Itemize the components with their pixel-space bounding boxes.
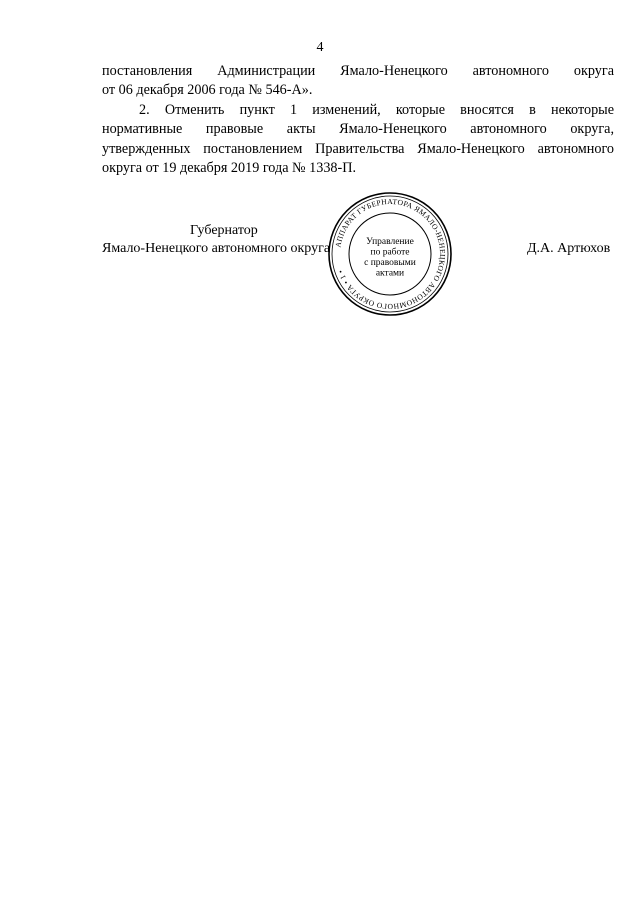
signatory-name: Д.А. Артюхов [527,241,611,256]
text-line: нормативные правовые акты Ямало-Ненецкого автономного округа, [102,121,614,138]
stamp-center-line: с правовыми [364,258,416,268]
text-line: утвержденных постановлением Правительства Ямало-Ненецкого автономного [102,140,614,157]
page-number: 4 [316,40,324,55]
paragraph-item-2 [102,101,614,179]
stamp-center-line: по работе [370,247,410,258]
stamp-seal-graphic [326,190,454,318]
stamp-ring-text: АППАРАТ ГУБЕРНАТОРА ЯМАЛО-НЕНЕЦКОГО АВТОНОМНОГО ОКРУГА • 1 • [333,196,448,312]
stamp-center-line: актами [375,268,405,279]
text-line: округа от 19 декабря 2019 года № 1338-П. [102,160,357,177]
signatory-title: Губернатор [190,223,258,238]
text-line: от 06 декабря 2006 года № 546-А». [102,82,313,99]
text-line: постановления Администрации Ямало-Ненецкого автономного округа [102,63,614,79]
paragraph-continuation [102,62,614,101]
signatory-organization: Ямало-Ненецкого автономного округа [102,241,331,256]
official-stamp [326,190,454,318]
document-body [102,62,614,178]
stamp-center-line: Управление [366,237,414,247]
text-line: 2. Отменить пункт 1 изменений, которые вносятся в некоторые [139,101,614,118]
stamp-center-text [364,237,416,279]
